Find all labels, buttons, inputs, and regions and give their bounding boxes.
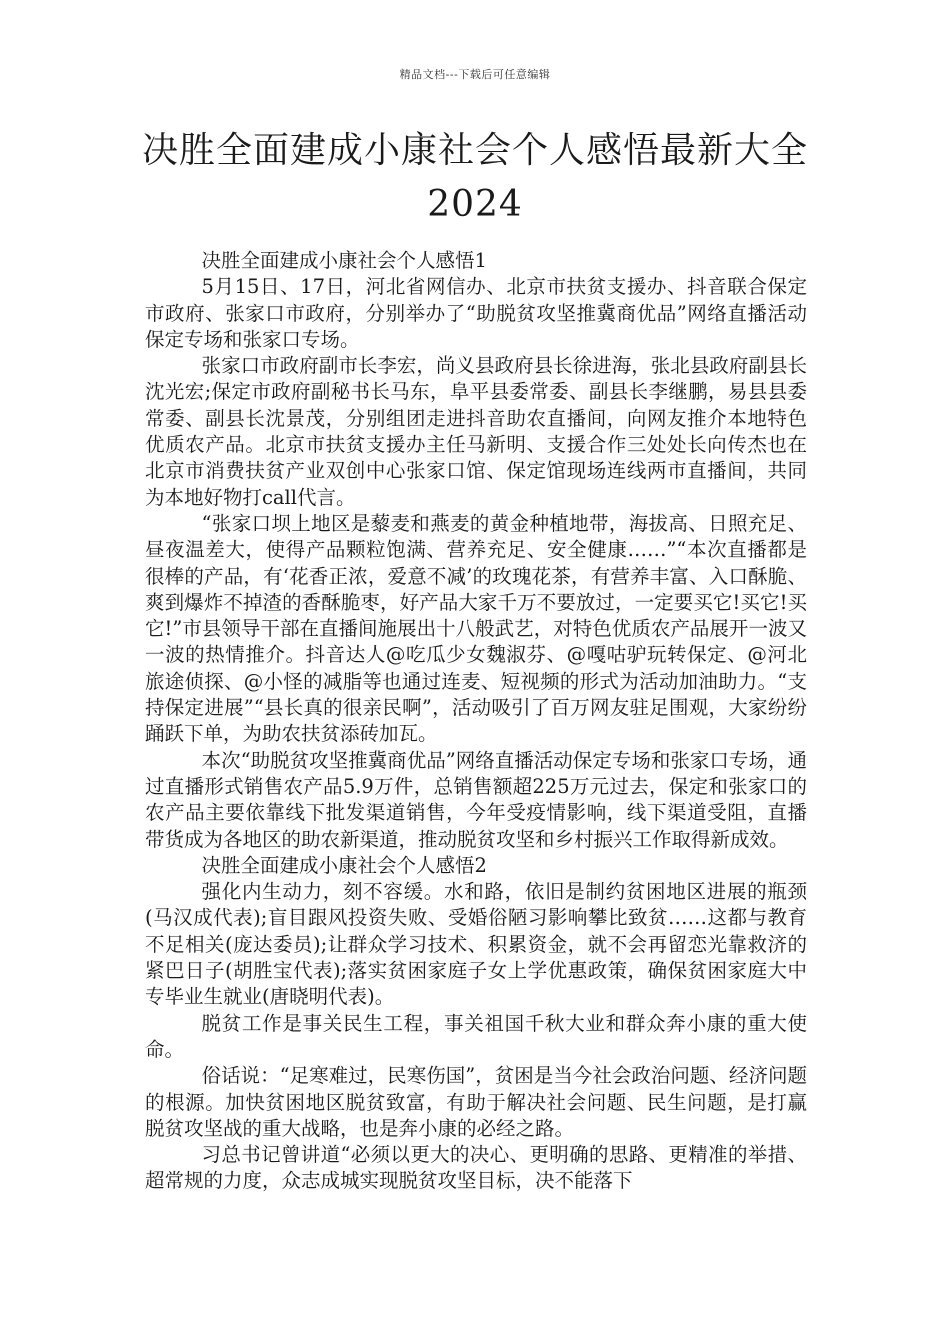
paragraph: 张家口市政府副市长李宏，尚义县政府县长徐进海，张北县政府副县长沈光宏;保定市政府副秘书长马东，阜平县委常委、副县长李继鹏，易县县委常委、副县长沈景茂，分别组团走进抖音助农直播间，向网友推介本地特色优质农产品。北京市扶贫支援办主任马新明、支援合作三处处长向传杰也在北京市消费扶贫产业双创中心张家口馆、保定馆现场连线两市直播间，共同为本地好物打call代言。 — [145, 354, 807, 509]
document-title: 决胜全面建成小康社会个人感悟最新大全2024 — [141, 130, 808, 225]
paragraph: 本次“助脱贫攻坚推冀商优品”网络直播活动保定专场和张家口专场，通过直播形式销售农产品5.9万件，总销售额超225万元过去，保定和张家口的农产品主要依靠线下批发渠道销售，今年受疫情影响，线下渠道受阻，直播带货成为各地区的助农新渠道，推动脱贫攻坚和乡村振兴工作取得新成效。 — [145, 748, 807, 851]
paragraph: 强化内生动力，刻不容缓。水和路，依旧是制约贫困地区进展的瓶颈(马汉成代表);盲目跟风投资失败、受婚俗陋习影响攀比致贫……这都与教育不足相关(庞达委员);让群众学习技术、积累资金，就不会再留恋光靠救济的紧巴日子(胡胜宝代表);落实贫困家庭子女上学优惠政策，确保贫困家庭大中专毕业生就业(唐晓明代表)。 — [145, 880, 807, 1009]
header-note: 精品文档---下载后可任意编辑 — [399, 68, 551, 81]
paragraph: 脱贫工作是事关民生工程，事关祖国千秋大业和群众奔小康的重大使命。 — [145, 1011, 807, 1061]
paragraph: “张家口坝上地区是藜麦和燕麦的黄金种植地带，海拔高、日照充足、昼夜温差大，使得产品颗粒饱满、营养充足、安全健康……”“本次直播都是很棒的产品，有‘花香正浓，爱意不减’的玫瑰花茶，有营养丰富、入口酥脆、爽到爆炸不掉渣的香酥脆枣，好产品大家千万不要放过，一定要买它!买它!买它!”市县领导干部在直播间施展出十八般武艺，对特色优质农产品展开一波又一波的热情推介。抖音达人@吃瓜少女魏淑芬、@嘎咕驴玩转保定、@河北旅途侦探、@小怪的减脂等也通过连麦、短视频的形式为活动加油助力。“支持保定进展”“县长真的很亲民啊”，活动吸引了百万网友驻足围观，大家纷纷踊跃下单，为助农扶贫添砖加瓦。 — [145, 511, 807, 746]
section-heading: 决胜全面建成小康社会个人感悟2 — [201, 853, 487, 877]
paragraph: 5月15日、17日，河北省网信办、北京市扶贫支援办、抖音联合保定市政府、张家口市政府，分别举办了“助脱贫攻坚推冀商优品”网络直播活动保定专场和张家口专场。 — [145, 275, 807, 351]
section-heading: 决胜全面建成小康社会个人感悟1 — [201, 249, 487, 272]
document-body — [145, 248, 807, 1195]
paragraph: 习总书记曾讲道“必须以更大的决心、更明确的思路、更精准的举措、超常规的力度，众志成城实现脱贫攻坚目标，决不能落下 — [145, 1143, 807, 1193]
paragraph: 俗话说：“足寒难过，民寒伤国”，贫困是当今社会政治问题、经济问题的根源。加快贫困地区脱贫致富，有助于解决社会问题、民生问题，是打赢脱贫攻坚战的重大战略，也是奔小康的必经之路。 — [145, 1064, 807, 1140]
